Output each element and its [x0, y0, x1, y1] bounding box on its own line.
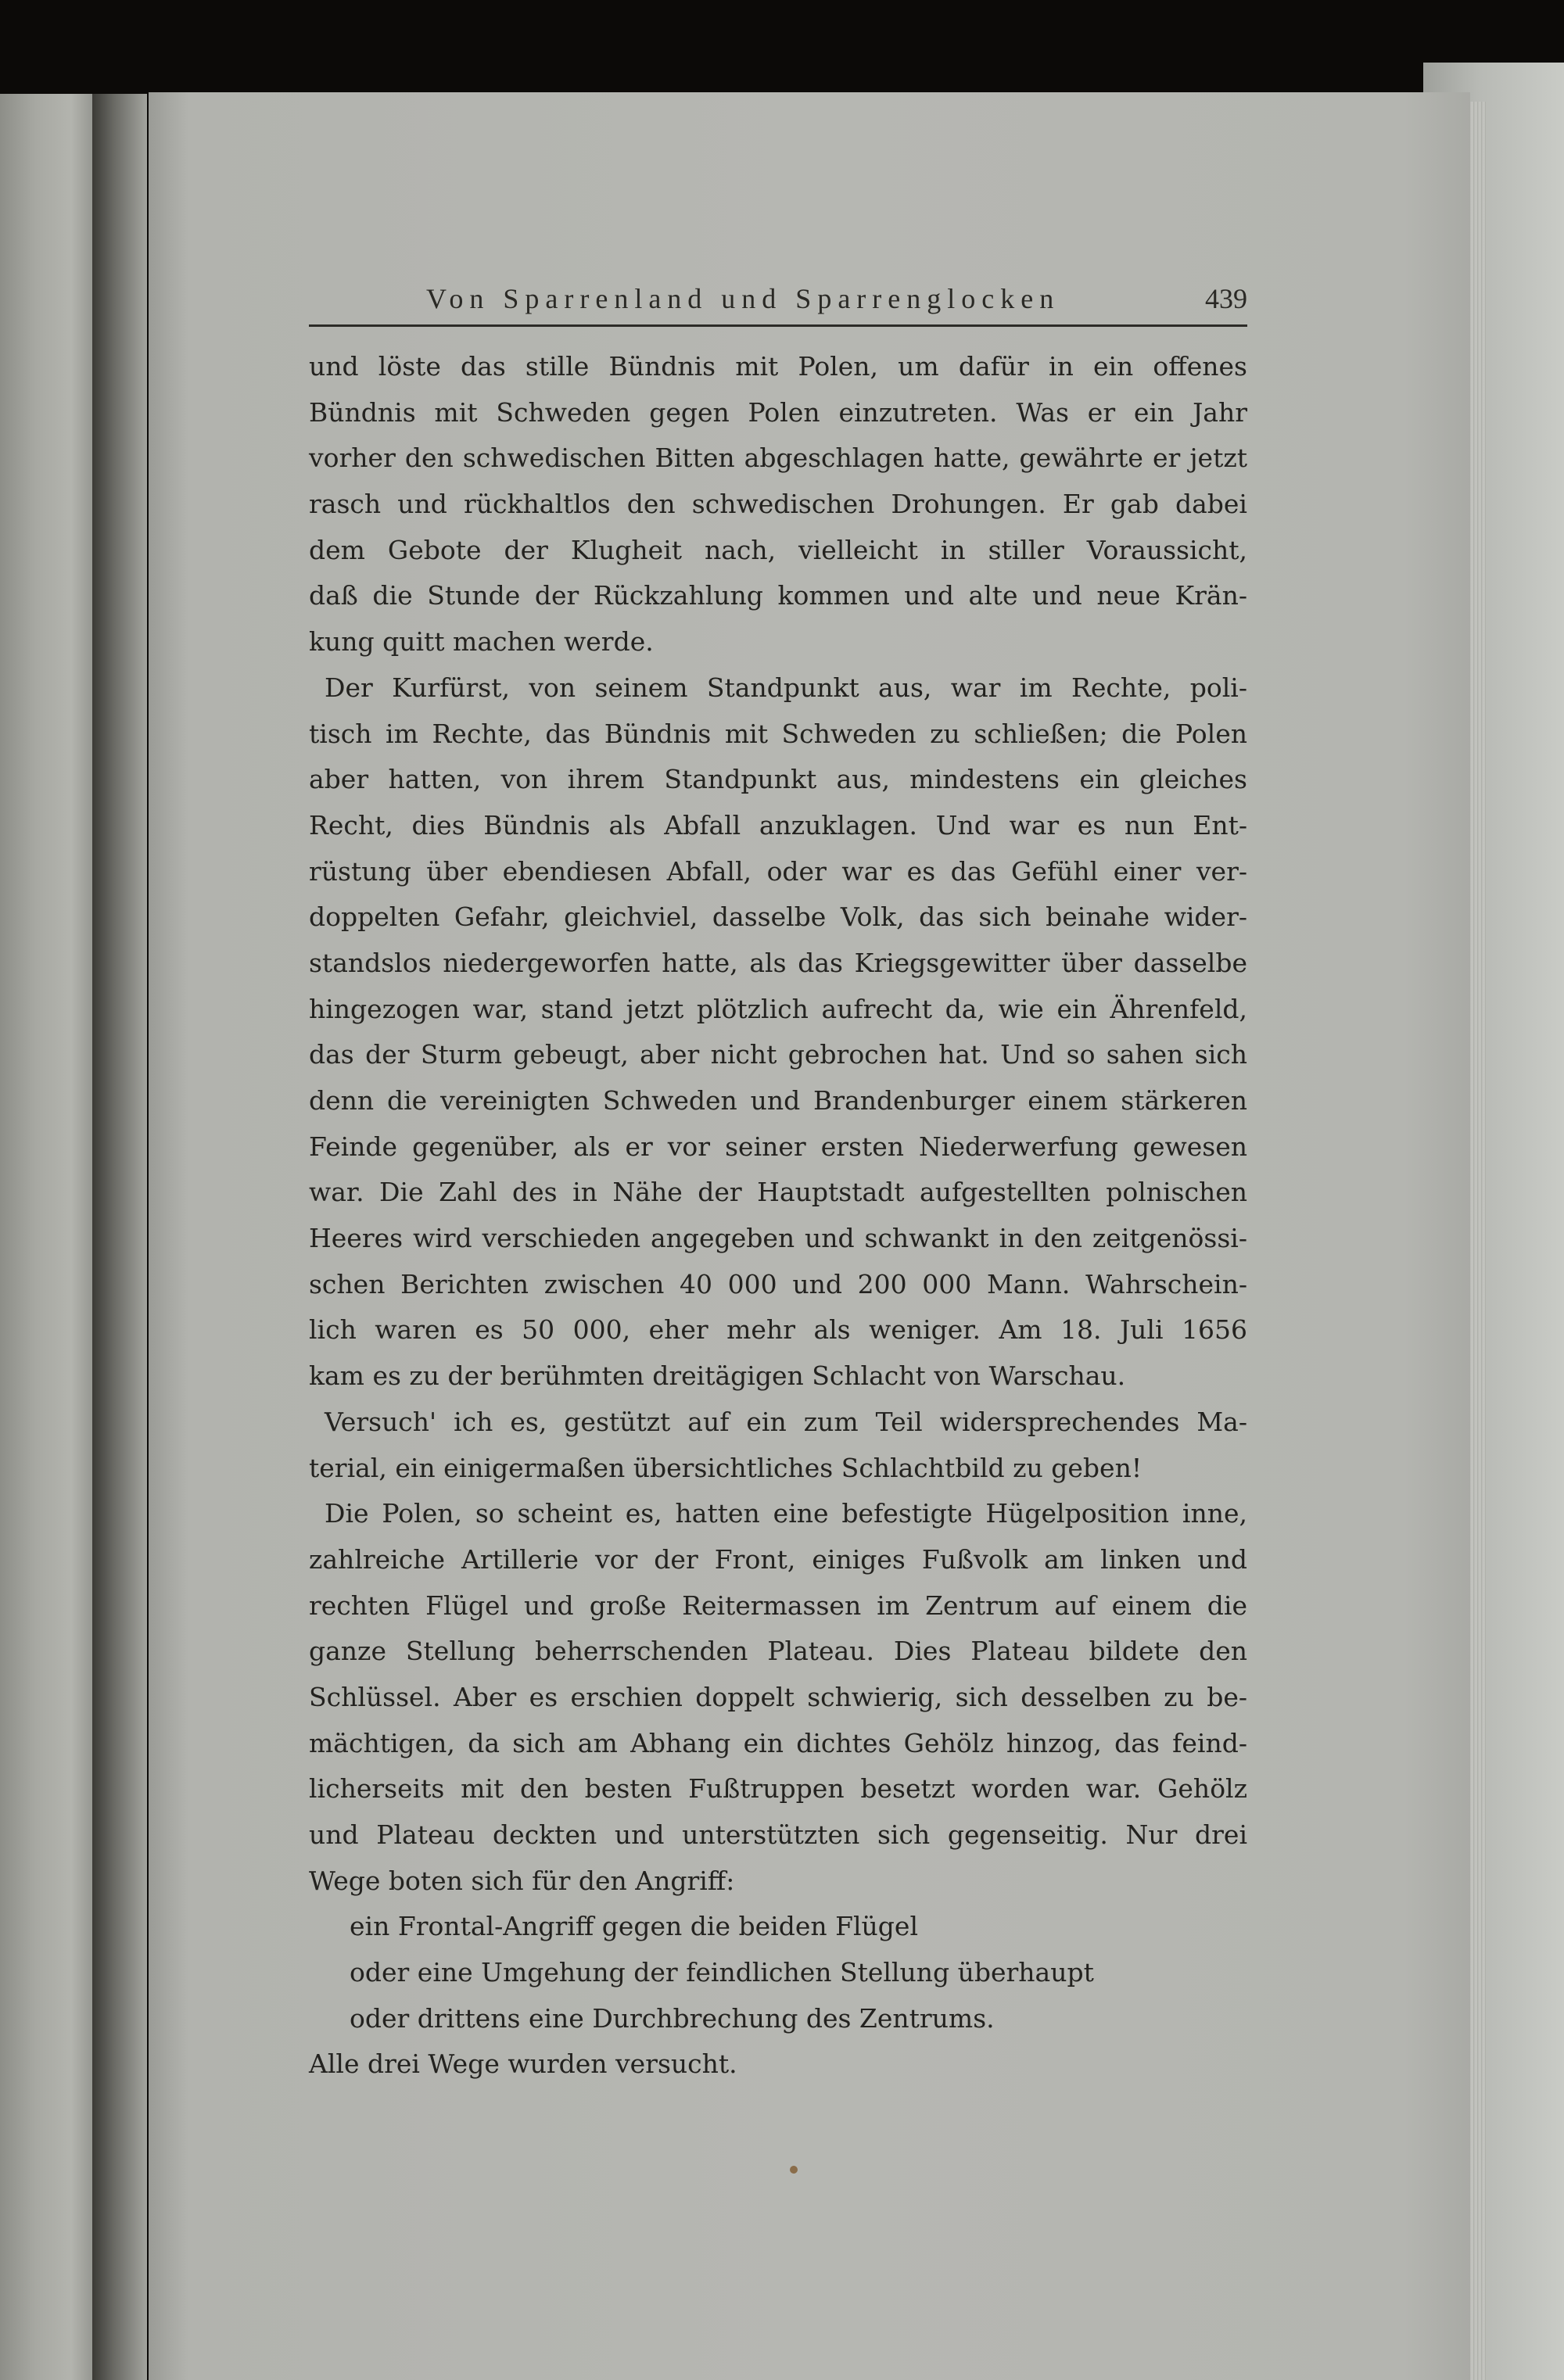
text-line: tisch im Rechte, das Bündnis mit Schweden zu schließen; die Polen	[309, 718, 1247, 749]
left-page-edge	[0, 94, 102, 2380]
text-line: Alle drei Wege wurden versucht.	[309, 2048, 737, 2080]
text-line: terial, ein einigermaßen übersichtliches Schlachtbild zu geben!	[309, 1452, 1143, 1483]
text-line: das der Sturm gebeugt, aber nicht gebrochen hat. Und so sahen sich	[309, 1039, 1247, 1070]
list-item: oder eine Umgehung der feindlichen Stellung überhaupt	[350, 1957, 1094, 1988]
text-line: mächtigen, da sich am Abhang ein dichtes Gehölz hinzog, das feind-	[309, 1727, 1247, 1758]
text-line: rasch und rückhaltlos den schwedischen Drohungen. Er gab dabei	[309, 489, 1247, 520]
running-head-title: Von Sparrenland und Sparrenglocken	[426, 283, 1060, 314]
text-line: zahlreiche Artillerie vor der Front, einiges Fußvolk am linken und	[309, 1543, 1247, 1575]
list-item: oder drittens eine Durchbrechung des Zentrums.	[350, 2002, 995, 2034]
text-line: Recht, dies Bündnis als Abfall anzuklagen. Und war es nun Ent-	[309, 809, 1247, 841]
text-line: Feinde gegenüber, als er vor seiner ersten Niederwerfung gewesen	[309, 1131, 1247, 1162]
text-line: Schlüssel. Aber es erschien doppelt schwierig, sich desselben zu be-	[309, 1681, 1247, 1712]
text-line: vorher den schwedischen Bitten abgeschlagen hatte, gewährte er jetzt	[309, 443, 1247, 474]
text-line: Heeres wird verschieden angegeben und schwankt in den zeitgenössi-	[309, 1223, 1247, 1254]
text-line: hingezogen war, stand jetzt plötzlich aufrecht da, wie ein Ährenfeld,	[309, 993, 1247, 1024]
page-content	[309, 278, 1247, 2088]
paper-speck	[790, 2166, 798, 2174]
text-line: aber hatten, von ihrem Standpunkt aus, mindestens ein gleiches	[309, 764, 1247, 795]
text-line: kung quitt machen werde.	[309, 626, 654, 658]
list-item: ein Frontal-Angriff gegen die beiden Flügel	[350, 1911, 918, 1942]
text-line: denn die vereinigten Schweden und Brandenburger einem stärkeren	[309, 1085, 1247, 1116]
text-line: doppelten Gefahr, gleichviel, dasselbe Volk, das sich beinahe wider-	[309, 901, 1247, 933]
text-line: licherseits mit den besten Fußtruppen besetzt worden war. Gehölz	[309, 1773, 1247, 1805]
text-line: Der Kurfürst, von seinem Standpunkt aus, war im Rechte, poli-	[325, 672, 1247, 703]
text-line: schen Berichten zwischen 40 000 und 200 000 Mann. Wahrschein-	[309, 1268, 1247, 1299]
text-line: und löste das stille Bündnis mit Polen, um dafür in ein offenes	[309, 351, 1247, 382]
body-text	[309, 344, 1247, 2088]
text-line: ganze Stellung beherrschenden Plateau. Dies Plateau bildete den	[309, 1636, 1247, 1667]
text-line: rechten Flügel und große Reitermassen im Zentrum auf einem die	[309, 1590, 1247, 1621]
text-line: daß die Stunde der Rückzahlung kommen und alte und neue Krän-	[309, 580, 1247, 611]
running-header	[309, 278, 1247, 327]
text-line: dem Gebote der Klugheit nach, vielleicht in stiller Voraussicht,	[309, 534, 1247, 565]
text-line: kam es zu der berühmten dreitägigen Schlacht von Warschau.	[309, 1360, 1126, 1392]
text-line: war. Die Zahl des in Nähe der Hauptstadt aufgestellten polnischen	[309, 1177, 1247, 1208]
text-line: und Plateau deckten und unterstützten sich gegenseitig. Nur drei	[309, 1819, 1247, 1850]
text-line: lich waren es 50 000, eher mehr als weniger. Am 18. Juli 1656	[309, 1314, 1247, 1346]
text-line: standslos niedergeworfen hatte, als das Kriegsgewitter über dasselbe	[309, 947, 1247, 978]
text-line: Wege boten sich für den Angriff:	[309, 1865, 735, 1896]
gutter-shadow	[92, 94, 147, 2380]
text-line: Bündnis mit Schweden gegen Polen einzutreten. Was er ein Jahr	[309, 396, 1247, 428]
text-line: rüstung über ebendiesen Abfall, oder war es das Gefühl einer ver-	[309, 855, 1247, 887]
text-line: Die Polen, so scheint es, hatten eine befestigte Hügelposition inne,	[325, 1498, 1247, 1529]
text-line: Versuch' ich es, gestützt auf ein zum Teil widersprechendes Ma-	[325, 1406, 1247, 1437]
page-number: 439	[1205, 283, 1247, 314]
